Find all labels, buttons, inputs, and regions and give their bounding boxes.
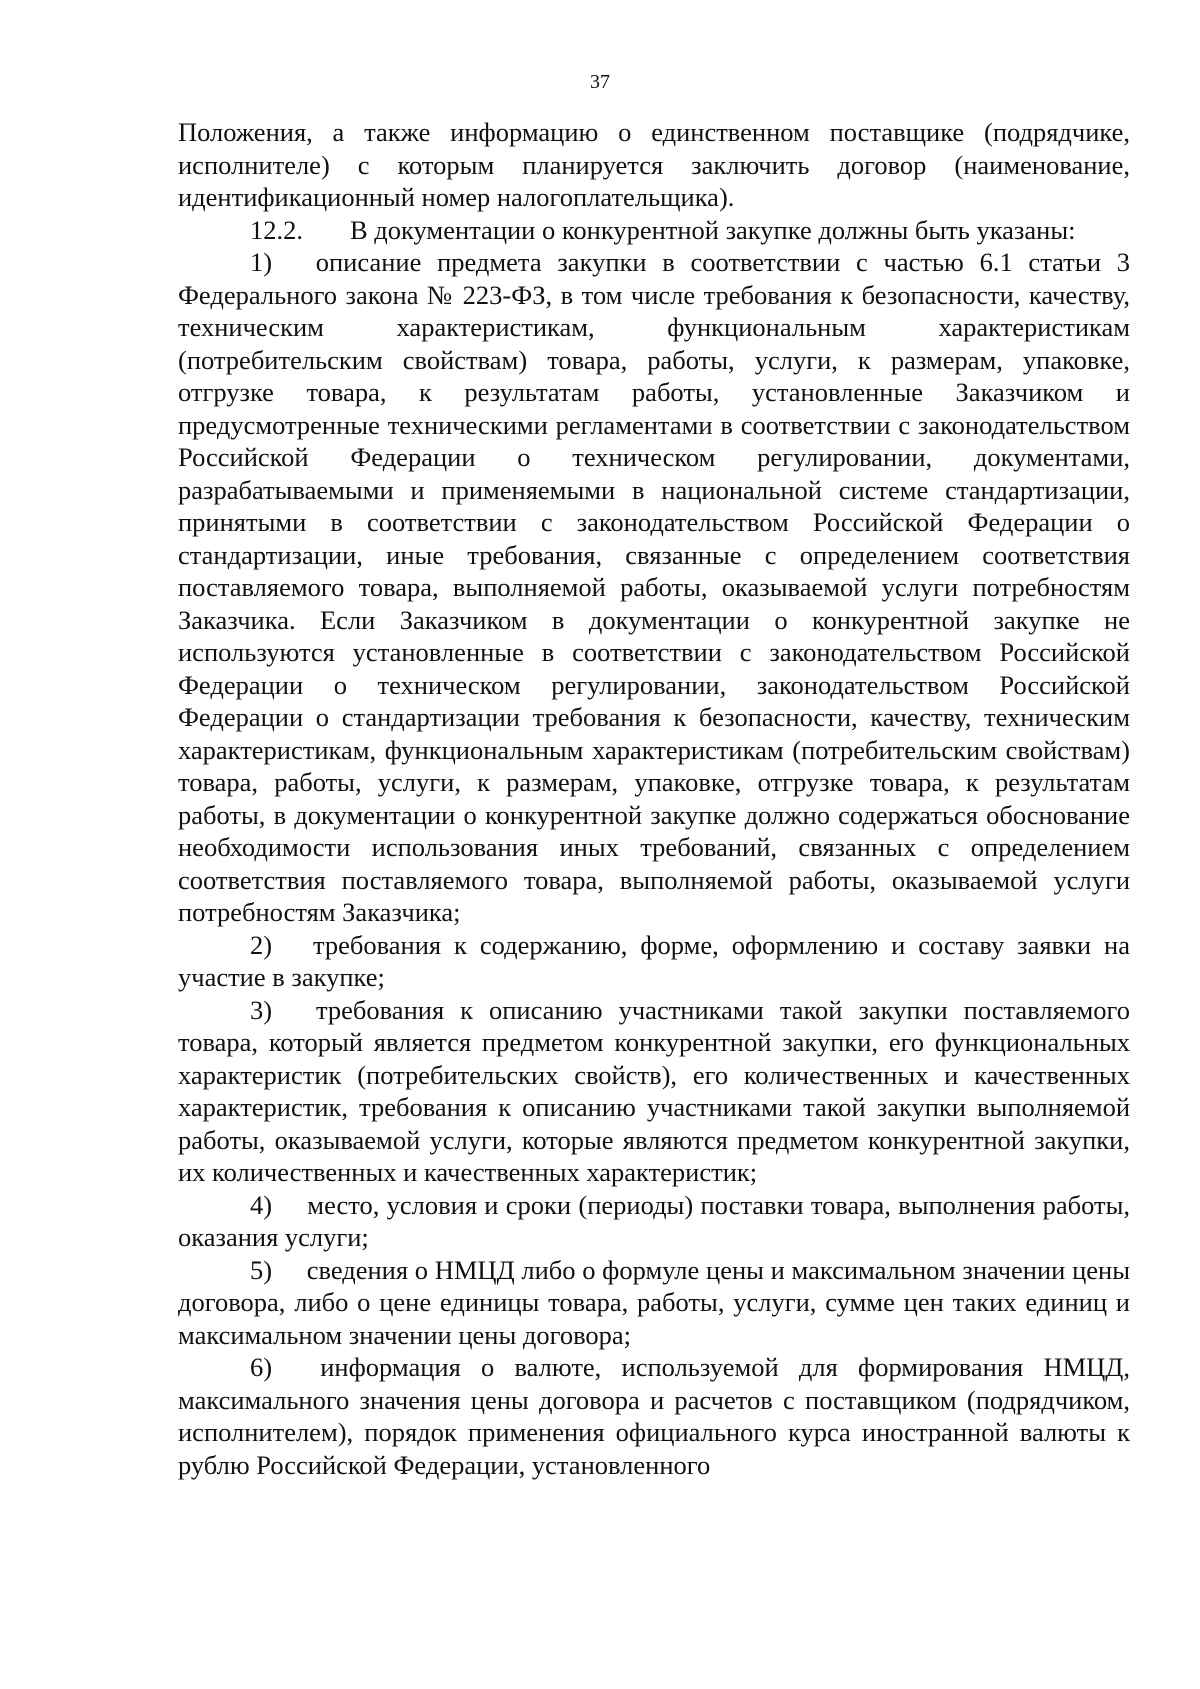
list-item-text: информация о валюте, используемой для формирования НМЦД, максимального значения цены договора и расчетов с поставщиком (подрядчиком, исполнителем), порядок применения официального курса иностранной валюты к рублю Российской Федерации, установленного <box>178 1352 1131 1480</box>
list-item-number: 5) <box>250 1254 273 1285</box>
paragraph-continuation: Положения, а также информацию о единственном поставщике (подрядчике, исполнителе) с которым планируется заключить договор (наименование, идентификационный номер налогоплательщика). <box>178 117 1130 212</box>
list-item-4 <box>178 1189 1130 1254</box>
list-item-number: 1) <box>250 247 273 277</box>
clause-12-2 <box>178 214 1130 247</box>
list-item-number: 3) <box>250 994 273 1025</box>
list-item-text: описание предмета закупки в соответствии с частью 6.1 статьи 3 Федерального закона № 223-ФЗ, в том числе требования к безопасности, качеству, техническим характеристикам, функциональным характеристикам (потребительским свойствам) товара, работы, услуги, к размерам, упаковке, отгрузке товара, к результатам работы, установленные Заказчиком и предусмотренные техническими регламентами в соответствии с законодательством Российской Федерации о техническом регулировании, документами, разрабатываемыми и применяемыми в национальной системе стандартизации, принятыми в соответствии с законодательством Российской Федерации о стандартизации, иные требования, связанные с определением соответствия поставляемого товара, выполняемой работы, оказываемой услуги потребностям Заказчика. Если Заказчиком в документации о конкурентной закупке не используются установленные в соответствии с законодательством Российской Федерации о техническом регулировании, законодательством Российской Федерации о стандартизации требования к безопасности, качеству, техническим характеристикам, функциональным характеристикам (потребительским свойствам) товара, работы, услуги, к размерам, упаковке, отгрузке товара, к результатам работы, в документации о конкурентной закупке должно содержаться обоснование необходимости использования иных требований, связанных с определением соответствия поставляемого товара, выполняемой работы, оказываемой услуги потребностям Заказчика; <box>178 247 1131 927</box>
clause-number: 12.2. <box>250 214 303 245</box>
list-item-6 <box>178 1351 1130 1481</box>
list-item-1 <box>178 246 1130 929</box>
list-item-text: сведения о НМЦД либо о формуле цены и максимальном значении цены договора, либо о цене единицы товара, работы, услуги, сумме цен таких единиц и максимальном значении цены договора; <box>178 1254 1130 1350</box>
list-item-2 <box>178 929 1130 994</box>
list-item-number: 4) <box>250 1189 273 1220</box>
document-body <box>178 116 1130 1481</box>
list-item-text: место, условия и сроки (периоды) поставки товара, выполнения работы, оказания услуги; <box>178 1189 1131 1252</box>
list-item-5 <box>178 1254 1130 1352</box>
list-item-number: 6) <box>250 1352 273 1382</box>
clause-text: В документации о конкурентной закупке должны быть указаны: <box>350 214 1076 245</box>
list-item-number: 2) <box>250 929 273 960</box>
list-item-3 <box>178 994 1130 1189</box>
page-number: 37 <box>590 71 610 93</box>
list-item-text: требования к описанию участниками такой закупки поставляемого товара, который является предметом конкурентной закупки, его функциональных характеристик (потребительских свойств), его количественных и качественных характеристик, требования к описанию участниками такой закупки выполняемой работы, оказываемой услуги, которые являются предметом конкурентной закупки, их количественных и качественных характеристик; <box>178 994 1130 1187</box>
list-item-text: требования к содержанию, форме, оформлению и составу заявки на участие в закупке; <box>178 929 1131 992</box>
